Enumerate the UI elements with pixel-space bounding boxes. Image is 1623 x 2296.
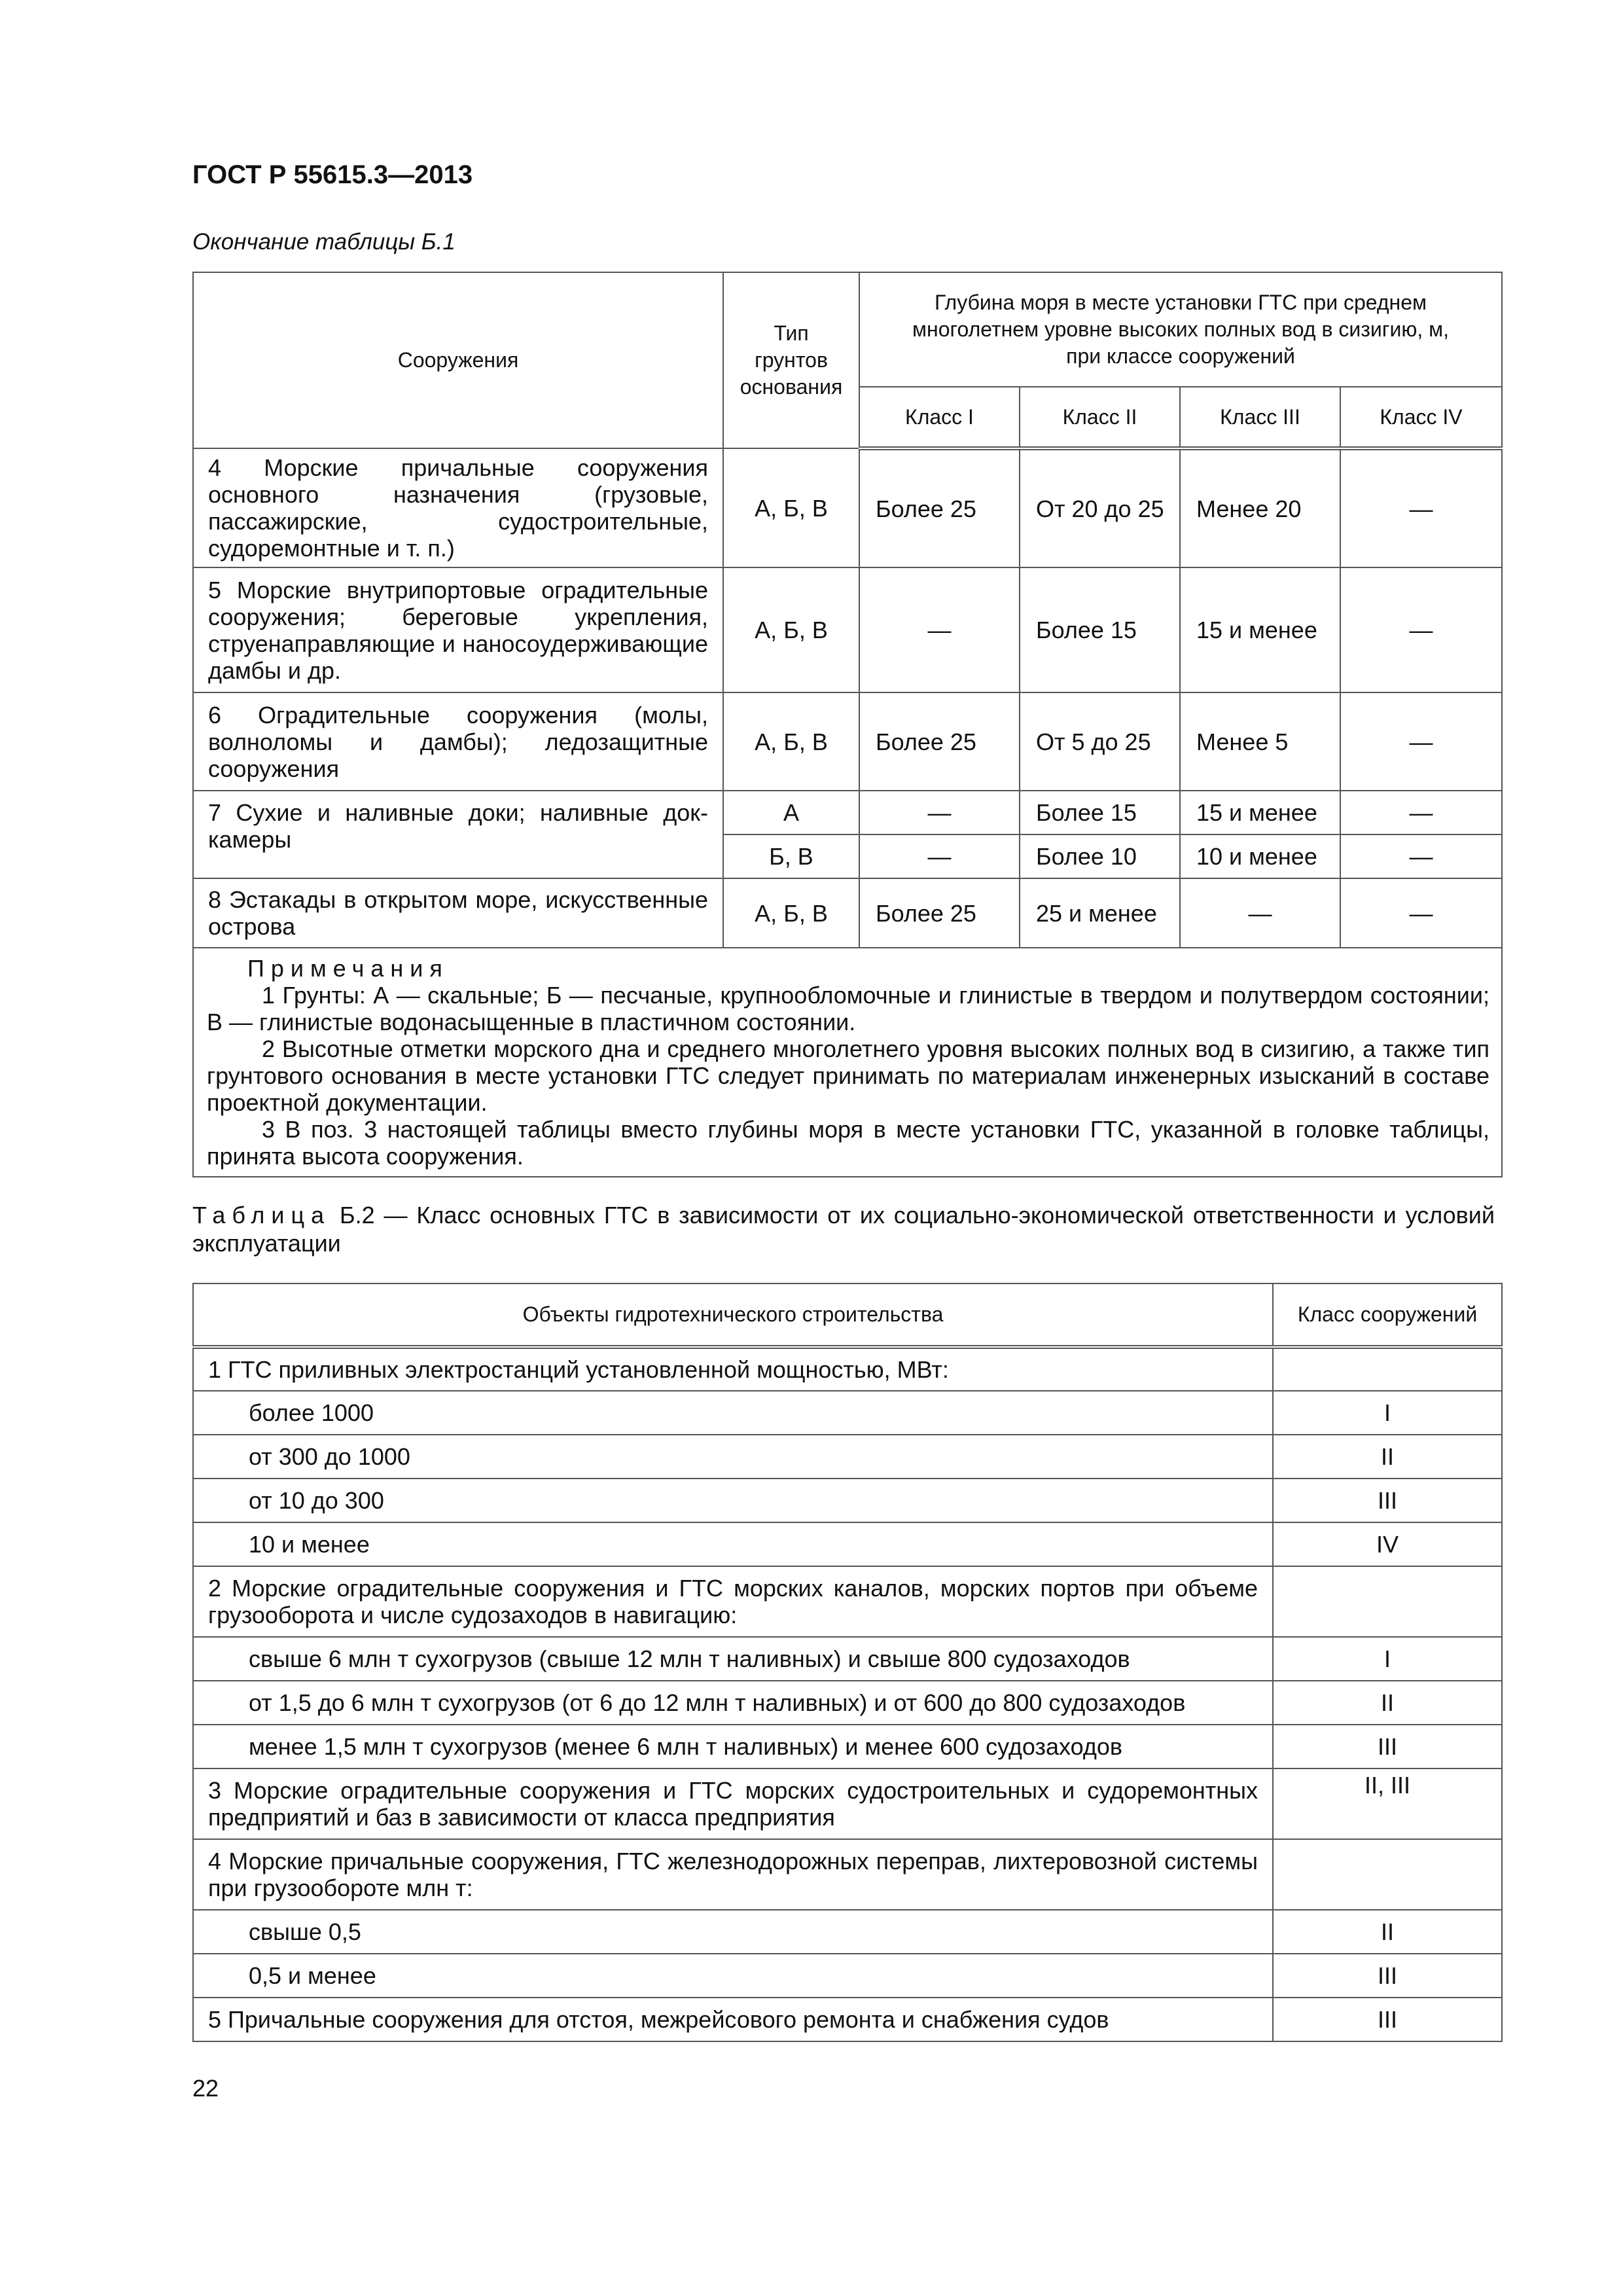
- class-2-depth: Более 15: [1020, 567, 1180, 692]
- table-row: [193, 1725, 1502, 1768]
- table-row: [193, 1391, 1502, 1435]
- class-4-depth: —: [1340, 448, 1502, 567]
- class-value: II: [1273, 1910, 1502, 1954]
- class-3-depth: —: [1180, 878, 1340, 948]
- object-name: 1 ГТС приливных электростанций установленной мощностью, МВт:: [193, 1347, 1273, 1391]
- object-name: от 10 до 300: [193, 1479, 1273, 1522]
- object-name: от 300 до 1000: [193, 1435, 1273, 1479]
- table-b1: [192, 272, 1503, 1177]
- class-3-depth: Менее 20: [1180, 448, 1340, 567]
- class-value: IV: [1273, 1522, 1502, 1566]
- object-name: 2 Морские оградительные сооружения и ГТС морских каналов, морских портов при объеме грузооборота и числе судозаходов в навигацию:: [193, 1566, 1273, 1637]
- table-row: [193, 1681, 1502, 1725]
- table-notes: [193, 948, 1502, 1177]
- notes-title: Примечания: [247, 955, 449, 982]
- class-1-depth: Более 25: [859, 878, 1020, 948]
- class-2-depth: Более 15: [1020, 791, 1180, 834]
- soil-type: А, Б, В: [723, 567, 859, 692]
- class-value: II: [1273, 1681, 1502, 1725]
- class-4-depth: —: [1340, 692, 1502, 791]
- class-2-depth: От 20 до 25: [1020, 448, 1180, 567]
- class-value: III: [1273, 1725, 1502, 1768]
- table-row: [193, 791, 1502, 834]
- table-row: [193, 1637, 1502, 1681]
- structure-name: 7 Сухие и наливные доки; наливные док-камеры: [193, 791, 723, 878]
- class-3-depth: Менее 5: [1180, 692, 1340, 791]
- table-row: [193, 1347, 1502, 1391]
- class-1-depth: —: [859, 834, 1020, 878]
- object-name: менее 1,5 млн т сухогрузов (менее 6 млн т наливных) и менее 600 судозаходов: [193, 1725, 1273, 1768]
- note-2: 2 Высотные отметки морского дна и среднего многолетнего уровня высоких полных вод в сизигию, а также тип грунтового основания в месте установки ГТС следует принимать по материалам инженерных изысканий в составе проектной документации.: [207, 1035, 1490, 1116]
- class-value: III: [1273, 1998, 1502, 2041]
- document-id: ГОСТ Р 55615.3—2013: [192, 160, 473, 189]
- table-row: [193, 1566, 1502, 1637]
- table-row: [193, 1954, 1502, 1998]
- object-name: 10 и менее: [193, 1522, 1273, 1566]
- object-name: свыше 0,5: [193, 1910, 1273, 1954]
- class-value: II, III: [1273, 1768, 1502, 1839]
- note-1: 1 Грунты: А — скальные; Б — песчаные, крупнообломочные и глинистые в твердом и полутвердом состоянии; В — глинистые водонасыщенные в пластичном состоянии.: [207, 982, 1490, 1035]
- class-3-depth: 15 и менее: [1180, 791, 1340, 834]
- class-3-depth: 15 и менее: [1180, 567, 1340, 692]
- class-3-depth: 10 и менее: [1180, 834, 1340, 878]
- soil-type: А, Б, В: [723, 692, 859, 791]
- class-1-depth: —: [859, 567, 1020, 692]
- page-number: 22: [192, 2075, 219, 2102]
- table-row: [193, 1479, 1502, 1522]
- header-depth: Глубина моря в месте установки ГТС при среднем многолетнем уровне высоких полных вод в сизигию, м, при классе сооружений: [859, 272, 1502, 387]
- header-soil-type: Тип грунтов основания: [723, 272, 859, 448]
- caption-text: Б.2 — Класс основных ГТС в зависимости от их социально-экономической ответственности и условий эксплуатации: [192, 1202, 1495, 1257]
- structure-name: 5 Морские внутрипортовые оградительные сооружения; береговые укрепления, струенаправляющие и наносоудерживающие дамбы и др.: [193, 567, 723, 692]
- class-2-depth: Более 10: [1020, 834, 1180, 878]
- class-value: [1273, 1566, 1502, 1637]
- table-row: [193, 448, 1502, 567]
- object-name: 0,5 и менее: [193, 1954, 1273, 1998]
- header-structures: Сооружения: [193, 272, 723, 448]
- class-4-depth: —: [1340, 791, 1502, 834]
- object-name: свыше 6 млн т сухогрузов (свыше 12 млн т наливных) и свыше 800 судозаходов: [193, 1637, 1273, 1681]
- soil-type: Б, В: [723, 834, 859, 878]
- soil-type: А, Б, В: [723, 878, 859, 948]
- header-class-1: Класс I: [859, 387, 1020, 448]
- class-value: I: [1273, 1391, 1502, 1435]
- structure-name: 8 Эстакады в открытом море, искусственные острова: [193, 878, 723, 948]
- table-continuation-caption: Окончание таблицы Б.1: [192, 229, 455, 255]
- header-class: Класс сооружений: [1273, 1283, 1502, 1347]
- caption-word: Таблица: [192, 1202, 331, 1229]
- note-3: 3 В поз. 3 настоящей таблицы вместо глубины моря в месте установки ГТС, указанной в головке таблицы, принята высота сооружения.: [207, 1116, 1490, 1170]
- table-row: [193, 1768, 1502, 1839]
- object-name: более 1000: [193, 1391, 1273, 1435]
- structure-name: 6 Оградительные сооружения (молы, волноломы и дамбы); ледозащитные сооружения: [193, 692, 723, 791]
- object-name: 3 Морские оградительные сооружения и ГТС морских судостроительных и судоремонтных предприятий и баз в зависимости от класса предприятия: [193, 1768, 1273, 1839]
- header-class-3: Класс III: [1180, 387, 1340, 448]
- header-class-4: Класс IV: [1340, 387, 1502, 448]
- class-value: II: [1273, 1435, 1502, 1479]
- class-1-depth: Более 25: [859, 692, 1020, 791]
- class-1-depth: —: [859, 791, 1020, 834]
- class-value: III: [1273, 1479, 1502, 1522]
- table-b2-caption: [192, 1201, 1495, 1257]
- soil-type: А, Б, В: [723, 448, 859, 567]
- class-value: III: [1273, 1954, 1502, 1998]
- table-row: [193, 1839, 1502, 1910]
- class-value: [1273, 1347, 1502, 1391]
- header-objects: Объекты гидротехнического строительства: [193, 1283, 1273, 1347]
- table-b2: [192, 1283, 1503, 2042]
- object-name: от 1,5 до 6 млн т сухогрузов (от 6 до 12 млн т наливных) и от 600 до 800 судозаходов: [193, 1681, 1273, 1725]
- table-row: [193, 1910, 1502, 1954]
- header-class-2: Класс II: [1020, 387, 1180, 448]
- class-value: [1273, 1839, 1502, 1910]
- class-4-depth: —: [1340, 834, 1502, 878]
- soil-type: А: [723, 791, 859, 834]
- class-4-depth: —: [1340, 567, 1502, 692]
- table-row: [193, 1435, 1502, 1479]
- table-row: [193, 1522, 1502, 1566]
- class-1-depth: Более 25: [859, 448, 1020, 567]
- object-name: 5 Причальные сооружения для отстоя, межрейсового ремонта и снабжения судов: [193, 1998, 1273, 2041]
- class-value: I: [1273, 1637, 1502, 1681]
- class-2-depth: От 5 до 25: [1020, 692, 1180, 791]
- object-name: 4 Морские причальные сооружения, ГТС железнодорожных переправ, лихтеровозной системы при грузообороте млн т:: [193, 1839, 1273, 1910]
- table-row: [193, 692, 1502, 791]
- class-2-depth: 25 и менее: [1020, 878, 1180, 948]
- structure-name: 4 Морские причальные сооружения основного назначения (грузовые, пассажирские, судостроительные, судоремонтные и т. п.): [193, 448, 723, 567]
- table-row: [193, 1998, 1502, 2041]
- table-row: [193, 878, 1502, 948]
- class-4-depth: —: [1340, 878, 1502, 948]
- table-row: [193, 567, 1502, 692]
